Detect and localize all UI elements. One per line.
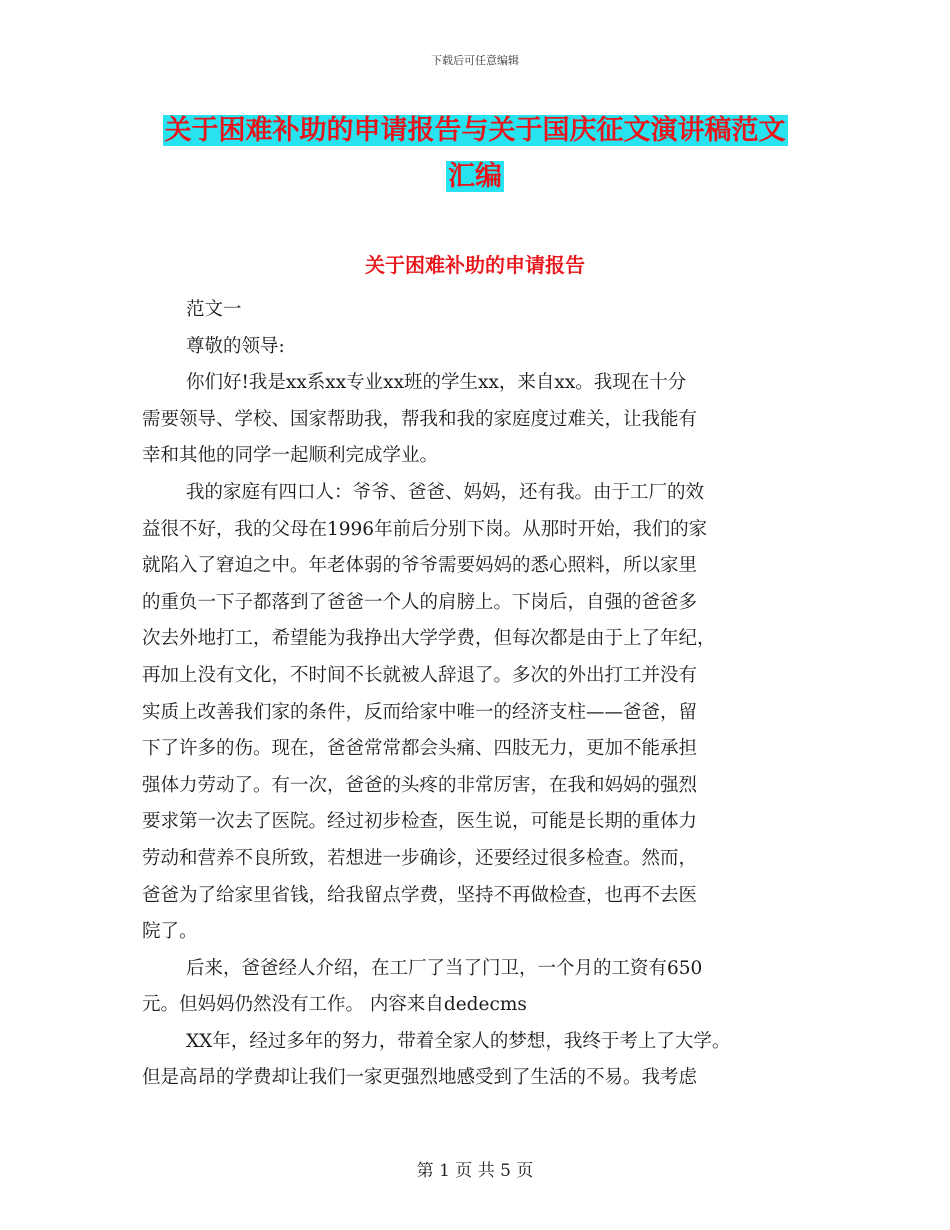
page-header-note: 下载后可任意编辑 <box>431 54 519 67</box>
body-line: 我的家庭有四口人：爷爷、爸爸、妈妈，还有我。由于工厂的效 <box>186 481 705 503</box>
body-line: 但是高昂的学费却让我们一家更强烈地感受到了生活的不易。我考虑 <box>142 1067 698 1089</box>
body-line: XX年，经过多年的努力，带着全家人的梦想，我终于考上了大学。 <box>186 1030 731 1052</box>
body-line: 次去外地打工，希望能为我挣出大学学费，但每次都是由于上了年纪， <box>142 628 716 650</box>
body-line: 范文一 <box>186 299 242 320</box>
body-line: 实质上改善我们家的条件，反而给家中唯一的经济支柱——爸爸，留 <box>142 701 698 723</box>
body-line: 幸和其他的同学一起顺利完成学业。 <box>142 445 439 467</box>
body-line: 的重负一下子都落到了爸爸一个人的肩膀上。下岗后，自强的爸爸多 <box>142 591 698 613</box>
body-text <box>142 292 820 1097</box>
body-line: 需要领导、学校、国家帮助我，帮我和我的家庭度过难关，让我能有 <box>142 408 698 430</box>
body-line: 强体力劳动了。有一次，爸爸的头疼的非常厉害，在我和妈妈的强烈 <box>142 774 698 796</box>
body-line: 后来，爸爸经人介绍，在工厂了当了门卫，一个月的工资有650 <box>186 957 703 979</box>
body-line: 就陷入了窘迫之中。年老体弱的爷爷需要妈妈的悉心照料，所以家里 <box>142 555 698 577</box>
body-line: 要求第一次去了医院。经过初步检查，医生说，可能是长期的重体力 <box>142 811 698 833</box>
body-line: 益很不好，我的父母在1996年前后分别下岗。从那时开始，我们的家 <box>142 518 708 540</box>
body-line: 下了许多的伤。现在，爸爸常常都会头痛、四肢无力，更加不能承担 <box>142 738 698 760</box>
body-line: 再加上没有文化，不时间不长就被人辞退了。多次的外出打工并没有 <box>142 664 698 686</box>
document-title-line-1: 关于困难补助的申请报告与关于国庆征文演讲稿范文 <box>164 115 786 146</box>
body-line: 劳动和营养不良所致，若想进一步确诊，还要经过很多检查。然而， <box>142 847 698 869</box>
document-title <box>140 108 810 200</box>
body-line: 爸爸为了给家里省钱，给我留点学费，坚持不再做检查，也再不去医 <box>142 884 698 906</box>
body-line: 你们好!我是xx系xx专业xx班的学生xx，来自xx。我现在十分 <box>186 372 687 394</box>
section-title: 关于困难补助的申请报告 <box>365 253 585 277</box>
document-title-line-2: 汇编 <box>448 161 502 192</box>
body-line: 院了。 <box>142 921 198 943</box>
body-line: 元。但妈妈仍然没有工作。 内容来自dedecms <box>142 994 527 1016</box>
body-line: 尊敬的领导: <box>186 335 285 357</box>
page-number: 第 1 页 共 5 页 <box>416 1161 534 1181</box>
